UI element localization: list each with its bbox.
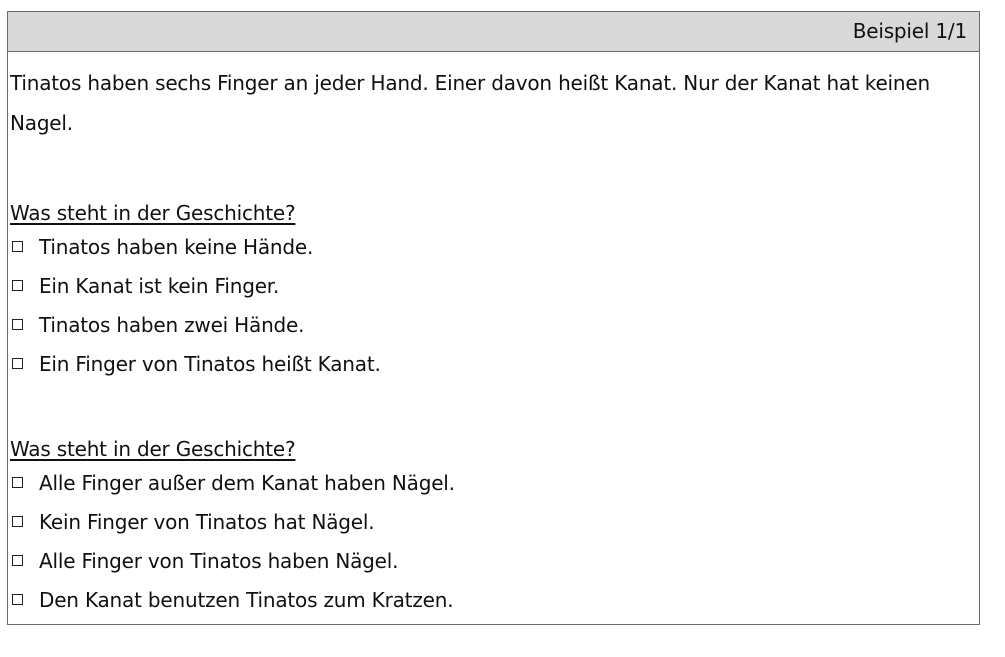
checkbox-icon[interactable]	[12, 477, 23, 488]
option-label: Tinatos haben zwei Hände.	[39, 312, 305, 337]
options-list-2	[10, 463, 455, 619]
option-label: Den Kanat benutzen Tinatos zum Kratzen.	[39, 587, 454, 612]
checkbox-icon[interactable]	[12, 280, 23, 291]
story-line-1: Tinatos haben sechs Finger an jeder Hand. Einer davon heißt Kanat. Nur der Kanat hat keinen	[10, 71, 930, 95]
option-2-4[interactable]	[10, 580, 455, 619]
options-list-1	[10, 227, 381, 383]
question-block-2	[10, 435, 455, 619]
checkbox-icon[interactable]	[12, 594, 23, 605]
option-label: Ein Finger von Tinatos heißt Kanat.	[39, 351, 381, 376]
checkbox-icon[interactable]	[12, 516, 23, 527]
checkbox-icon[interactable]	[12, 319, 23, 330]
option-2-3[interactable]	[10, 541, 455, 580]
option-label: Alle Finger außer dem Kanat haben Nägel.	[39, 470, 455, 495]
option-label: Alle Finger von Tinatos haben Nägel.	[39, 548, 399, 573]
option-1-3[interactable]	[10, 305, 381, 344]
option-1-1[interactable]	[10, 227, 381, 266]
question-prompt-1: Was steht in der Geschichte?	[10, 201, 296, 225]
option-label: Ein Kanat ist kein Finger.	[39, 273, 280, 298]
checkbox-icon[interactable]	[12, 358, 23, 369]
option-1-4[interactable]	[10, 344, 381, 383]
option-2-2[interactable]	[10, 502, 455, 541]
card-header	[8, 12, 979, 52]
story-line-2: Nagel.	[10, 111, 73, 135]
option-1-2[interactable]	[10, 266, 381, 305]
question-block-1	[10, 199, 381, 383]
story-text	[10, 63, 970, 143]
question-prompt-2: Was steht in der Geschichte?	[10, 437, 296, 461]
example-counter: Beispiel 1/1	[852, 19, 967, 43]
option-label: Tinatos haben keine Hände.	[39, 234, 314, 259]
option-label: Kein Finger von Tinatos hat Nägel.	[39, 509, 375, 534]
checkbox-icon[interactable]	[12, 241, 23, 252]
option-2-1[interactable]	[10, 463, 455, 502]
checkbox-icon[interactable]	[12, 555, 23, 566]
